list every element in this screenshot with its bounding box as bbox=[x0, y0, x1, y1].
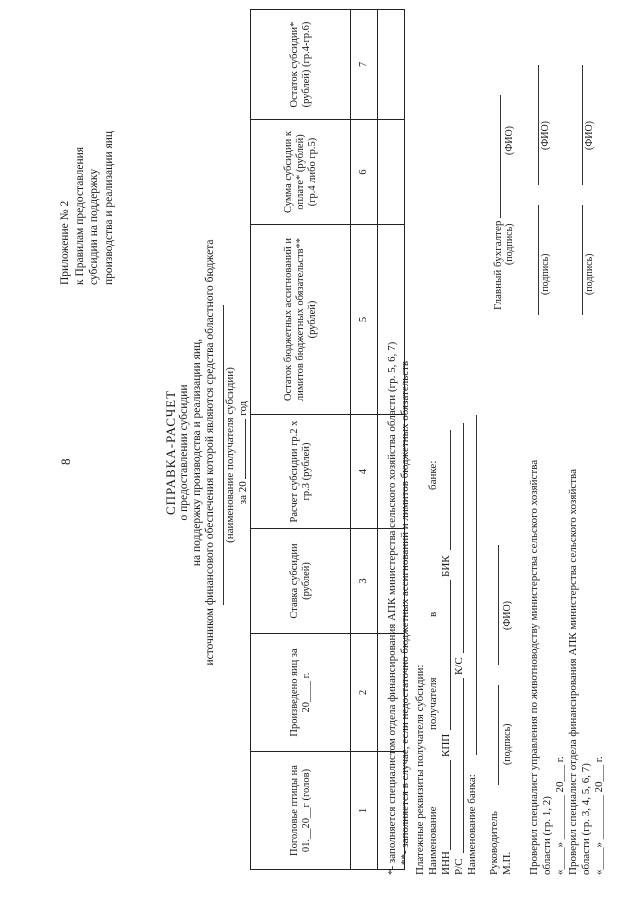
check-1 bbox=[528, 315, 606, 875]
data-cell bbox=[378, 120, 405, 225]
footnote-1: *- заполняется специалистом отдела финансирования АПК министерства сельского хозяйства области (гр. 5, 6, 7) bbox=[386, 341, 398, 875]
footnote-2: **- заполняется в случае, если недостаточно бюджетных ассигнований и лимитов бюджетных обязательств bbox=[399, 360, 411, 865]
chief-sign-field bbox=[490, 168, 501, 218]
payment-details bbox=[414, 315, 479, 875]
payment-heading: Платежные реквизиты получателя субсидии: bbox=[414, 664, 426, 875]
ks-label: К/С bbox=[453, 657, 465, 675]
year-suffix: год bbox=[237, 400, 249, 416]
appendix-line-2: к Правилам предоставления bbox=[73, 146, 86, 285]
year-blank bbox=[245, 419, 246, 479]
payment-bank-row bbox=[466, 315, 479, 875]
bank-name-label: Наименование банка: bbox=[466, 774, 478, 875]
inn-field bbox=[440, 760, 451, 850]
bank-name-field bbox=[466, 415, 477, 755]
bik-label: БИК bbox=[440, 555, 452, 577]
col-number: 4 bbox=[351, 415, 378, 529]
rs-label: Р/С bbox=[453, 858, 465, 875]
head-label: Руководитель bbox=[488, 811, 500, 875]
check1-line2: области (гр. 1, 2) bbox=[541, 796, 553, 875]
head-signature bbox=[488, 315, 514, 875]
bank-label: банке: bbox=[427, 460, 439, 490]
rs-field bbox=[453, 678, 464, 853]
head-sign-field bbox=[488, 685, 499, 785]
payment-inn-row bbox=[440, 315, 453, 875]
col-number: 5 bbox=[351, 225, 378, 415]
appendix-block bbox=[58, 5, 116, 285]
col-number: 2 bbox=[351, 634, 378, 752]
chief-fio-caption: (ФИО) bbox=[504, 125, 515, 155]
head-sign-caption: (подпись) bbox=[502, 723, 513, 765]
col-header-1: Поголовье птицы на 01.__20__г (голов) bbox=[251, 752, 351, 870]
check2-fio-caption: (ФИО) bbox=[584, 120, 595, 150]
col-number: 7 bbox=[351, 10, 378, 120]
chief-sign-caption: (подпись) bbox=[504, 223, 515, 265]
check1-fio-caption: (ФИО) bbox=[540, 120, 551, 150]
col-number: 3 bbox=[351, 529, 378, 634]
data-cell bbox=[378, 10, 405, 120]
check2-date: «____» ________ 20___ г. bbox=[593, 756, 605, 875]
appendix-line-1: Приложение № 2 bbox=[59, 200, 71, 285]
check1-sign-caption: (подпись) bbox=[540, 253, 551, 295]
col-number: 1 bbox=[351, 752, 378, 870]
col-number: 6 bbox=[351, 120, 378, 225]
doc-subtitle-2: на поддержку производства и реализации яиц, bbox=[191, 338, 203, 567]
col-header-2: Произведено яиц за 20____ г. bbox=[251, 634, 351, 752]
col-header-5: Остаток бюджетных ассигнований и лимитов бюджетных обязательств** (рублей) bbox=[251, 225, 351, 415]
payment-rs-row bbox=[453, 315, 466, 875]
check1-line1: Проверил специалист управления по животноводству министерства сельского хозяйства bbox=[528, 459, 540, 875]
check2-line1: Проверил специалист отдела финансирования АПК министерства сельского хозяйства bbox=[567, 469, 579, 875]
col-header-6: Сумма субсидии к оплате* (рублей) (гр.4 либо гр.5) bbox=[251, 120, 351, 225]
col-header-7: Остаток субсидии* (рублей) (гр.4-гр.6) bbox=[251, 10, 351, 120]
ks-field bbox=[453, 423, 464, 653]
doc-title: СПРАВКА-РАСЧЕТ bbox=[163, 389, 178, 516]
head-fio-caption: (ФИО) bbox=[502, 600, 513, 630]
appendix-line-3: субсидии на поддержку bbox=[88, 168, 100, 285]
calculation-table bbox=[250, 9, 405, 870]
chief-accountant bbox=[490, 168, 504, 310]
doc-subtitle-1: о предоставлении субсидии bbox=[178, 384, 190, 521]
check1-date: «____» ________ 20___ г. bbox=[554, 756, 566, 875]
check2-sign-caption: (подпись) bbox=[584, 253, 595, 295]
appendix-line-4: производства и реализации яиц bbox=[102, 130, 115, 285]
kpp-label: КПП bbox=[440, 733, 452, 757]
year-prefix: за 20 bbox=[237, 481, 249, 505]
bik-field bbox=[440, 430, 451, 550]
page-number: 8 bbox=[58, 458, 73, 465]
year-line bbox=[237, 0, 249, 905]
recipient-caption: (наименование получателя субсидии) bbox=[224, 367, 236, 543]
payment-name-row bbox=[427, 315, 440, 875]
footnotes bbox=[386, 315, 412, 875]
col-header-4: Расчет субсидии гр.2 х гр.3 (рублей) bbox=[251, 415, 351, 529]
inn-label: ИНН bbox=[440, 851, 452, 875]
recipient-label: получателя bbox=[427, 677, 439, 730]
name-label: Наименование bbox=[427, 806, 439, 875]
doc-subtitle-3: источником финансового обеспечения которой являются средства областного бюджета bbox=[204, 239, 216, 666]
mp-label: М.П. bbox=[501, 851, 513, 875]
in-label: в bbox=[427, 611, 439, 617]
head-fio-field bbox=[488, 545, 499, 665]
kpp-field bbox=[440, 580, 451, 730]
col-header-3: Ставка субсидии (рублей) bbox=[251, 529, 351, 634]
check2-line2: области (гр. 3, 4, 5, 6, 7) bbox=[580, 763, 592, 875]
chief-accountant-label: Главный бухгалтер bbox=[492, 220, 504, 310]
